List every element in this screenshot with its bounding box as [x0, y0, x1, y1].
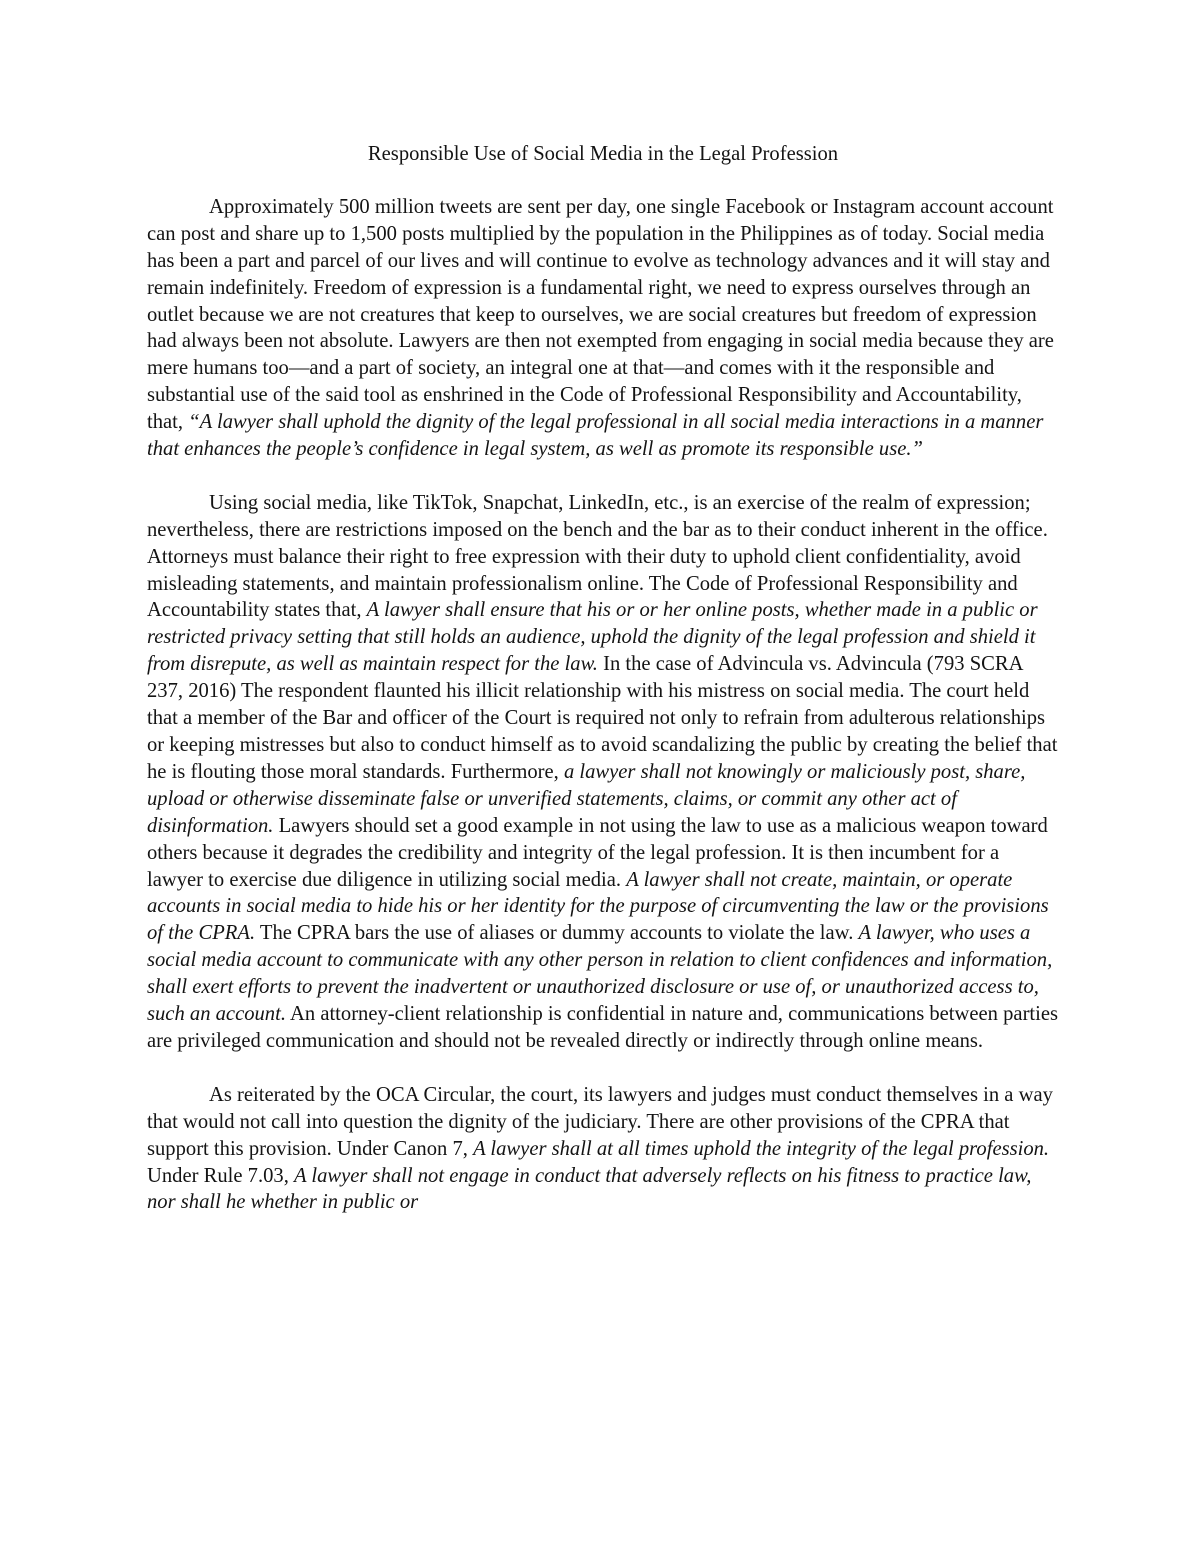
paragraph-1 [147, 194, 1059, 463]
quoted-rule: A lawyer shall not engage in conduct that adversely reflects on his fitness to practice law, nor shall he whether in public or [147, 1164, 1032, 1214]
document-body [147, 141, 1059, 1216]
paragraph-text: The CPRA bars the use of aliases or dummy accounts to violate the law. [255, 922, 859, 945]
paragraph-text: An attorney-client relationship is confidential in nature and, communications between parties are privileged communication and should not be revealed directly or indirectly through online means. [147, 1003, 1059, 1052]
quoted-rule: A lawyer shall not create, maintain, or operate accounts in social media to hide his or her identity for the purpose of circumventing the law or the provisions of the CPRA. [147, 868, 1049, 945]
quoted-rule: A lawyer, who uses a social media account to communicate with any other person in relation to client confidences and information, shall exert efforts to prevent the inadvertent or unauthorized disclosure or use of, or unauthorized access to, such an account. [147, 922, 1053, 1026]
quoted-rule: “A lawyer shall uphold the dignity of the legal professional in all social media interactions in a manner that enhances the people’s confidence in legal system, as well as promote its responsible use.” [147, 411, 1044, 461]
quoted-rule: A lawyer shall ensure that his or or her online posts, whether made in a public or restricted privacy setting that still holds an audience, uphold the dignity of the legal profession and shield it from disrepute, as well as maintain respect for the law. [147, 599, 1038, 676]
paragraph-text: In the case of Advincula vs. Advincula (793 SCRA 237, 2016) The respondent flaunted his illicit relationship with his mistress on social media. The court held that a member of the Bar and officer of the Court is required not only to refrain from adulterous relationships or keeping mistresses but also to conduct himself as to avoid scandalizing the public by creating the belief that he is flouting those moral standards. Furthermore, [147, 653, 1058, 783]
paragraph-text: Approximately 500 million tweets are sent per day, one single Facebook or Instagram account account can post and share up to 1,500 posts multiplied by the population in the Philippines as of today. Social media has been a part and parcel of our lives and will continue to evolve as technology advances and it will stay and remain indefinitely. Freedom of expression is a fundamental right, we need to express ourselves through an outlet because we are not creatures that keep to ourselves, we are social creatures but freedom of expression had always been not absolute. Lawyers are then not exempted from engaging in social media because they are mere humans too—and a part of society, an integral one at that—and comes with it the responsible and substantial use of the said tool as enshrined in the Code of Professional Responsibility and Accountability, that, [147, 195, 1054, 434]
paragraph-text: Lawyers should set a good example in not using the law to use as a malicious weapon toward others because it degrades the credibility and integrity of the legal profession. It is then incumbent for a lawyer to exercise due diligence in utilizing social media. [147, 814, 1048, 891]
paragraph-2 [147, 490, 1059, 1055]
document-title: Responsible Use of Social Media in the Legal Profession [367, 143, 839, 165]
paragraph-text: As reiterated by the OCA Circular, the court, its lawyers and judges must conduct themselves in a way that would not call into question the dignity of the judiciary. There are other provisions of the CPRA that support this provision. Under Canon 7, [147, 1083, 1053, 1160]
quoted-rule: A lawyer shall at all times uphold the integrity of the legal profession. [473, 1137, 1050, 1160]
paragraph-text: Under Rule 7.03, [147, 1164, 294, 1187]
quoted-rule: a lawyer shall not knowingly or maliciously post, share, upload or otherwise disseminate false or unverified statements, claims, or commit any other act of disinformation. [147, 760, 1026, 837]
paragraph-text: Using social media, like TikTok, Snapchat, LinkedIn, etc., is an exercise of the realm of expression; nevertheless, there are restrictions imposed on the bench and the bar as to their conduct inherent in the office. Attorneys must balance their right to free expression with their duty to uphold client confidentiality, avoid misleading statements, and maintain professionalism online. The Code of Professional Responsibility and Accountability states that, [147, 491, 1048, 622]
paragraph-3 [147, 1082, 1059, 1217]
